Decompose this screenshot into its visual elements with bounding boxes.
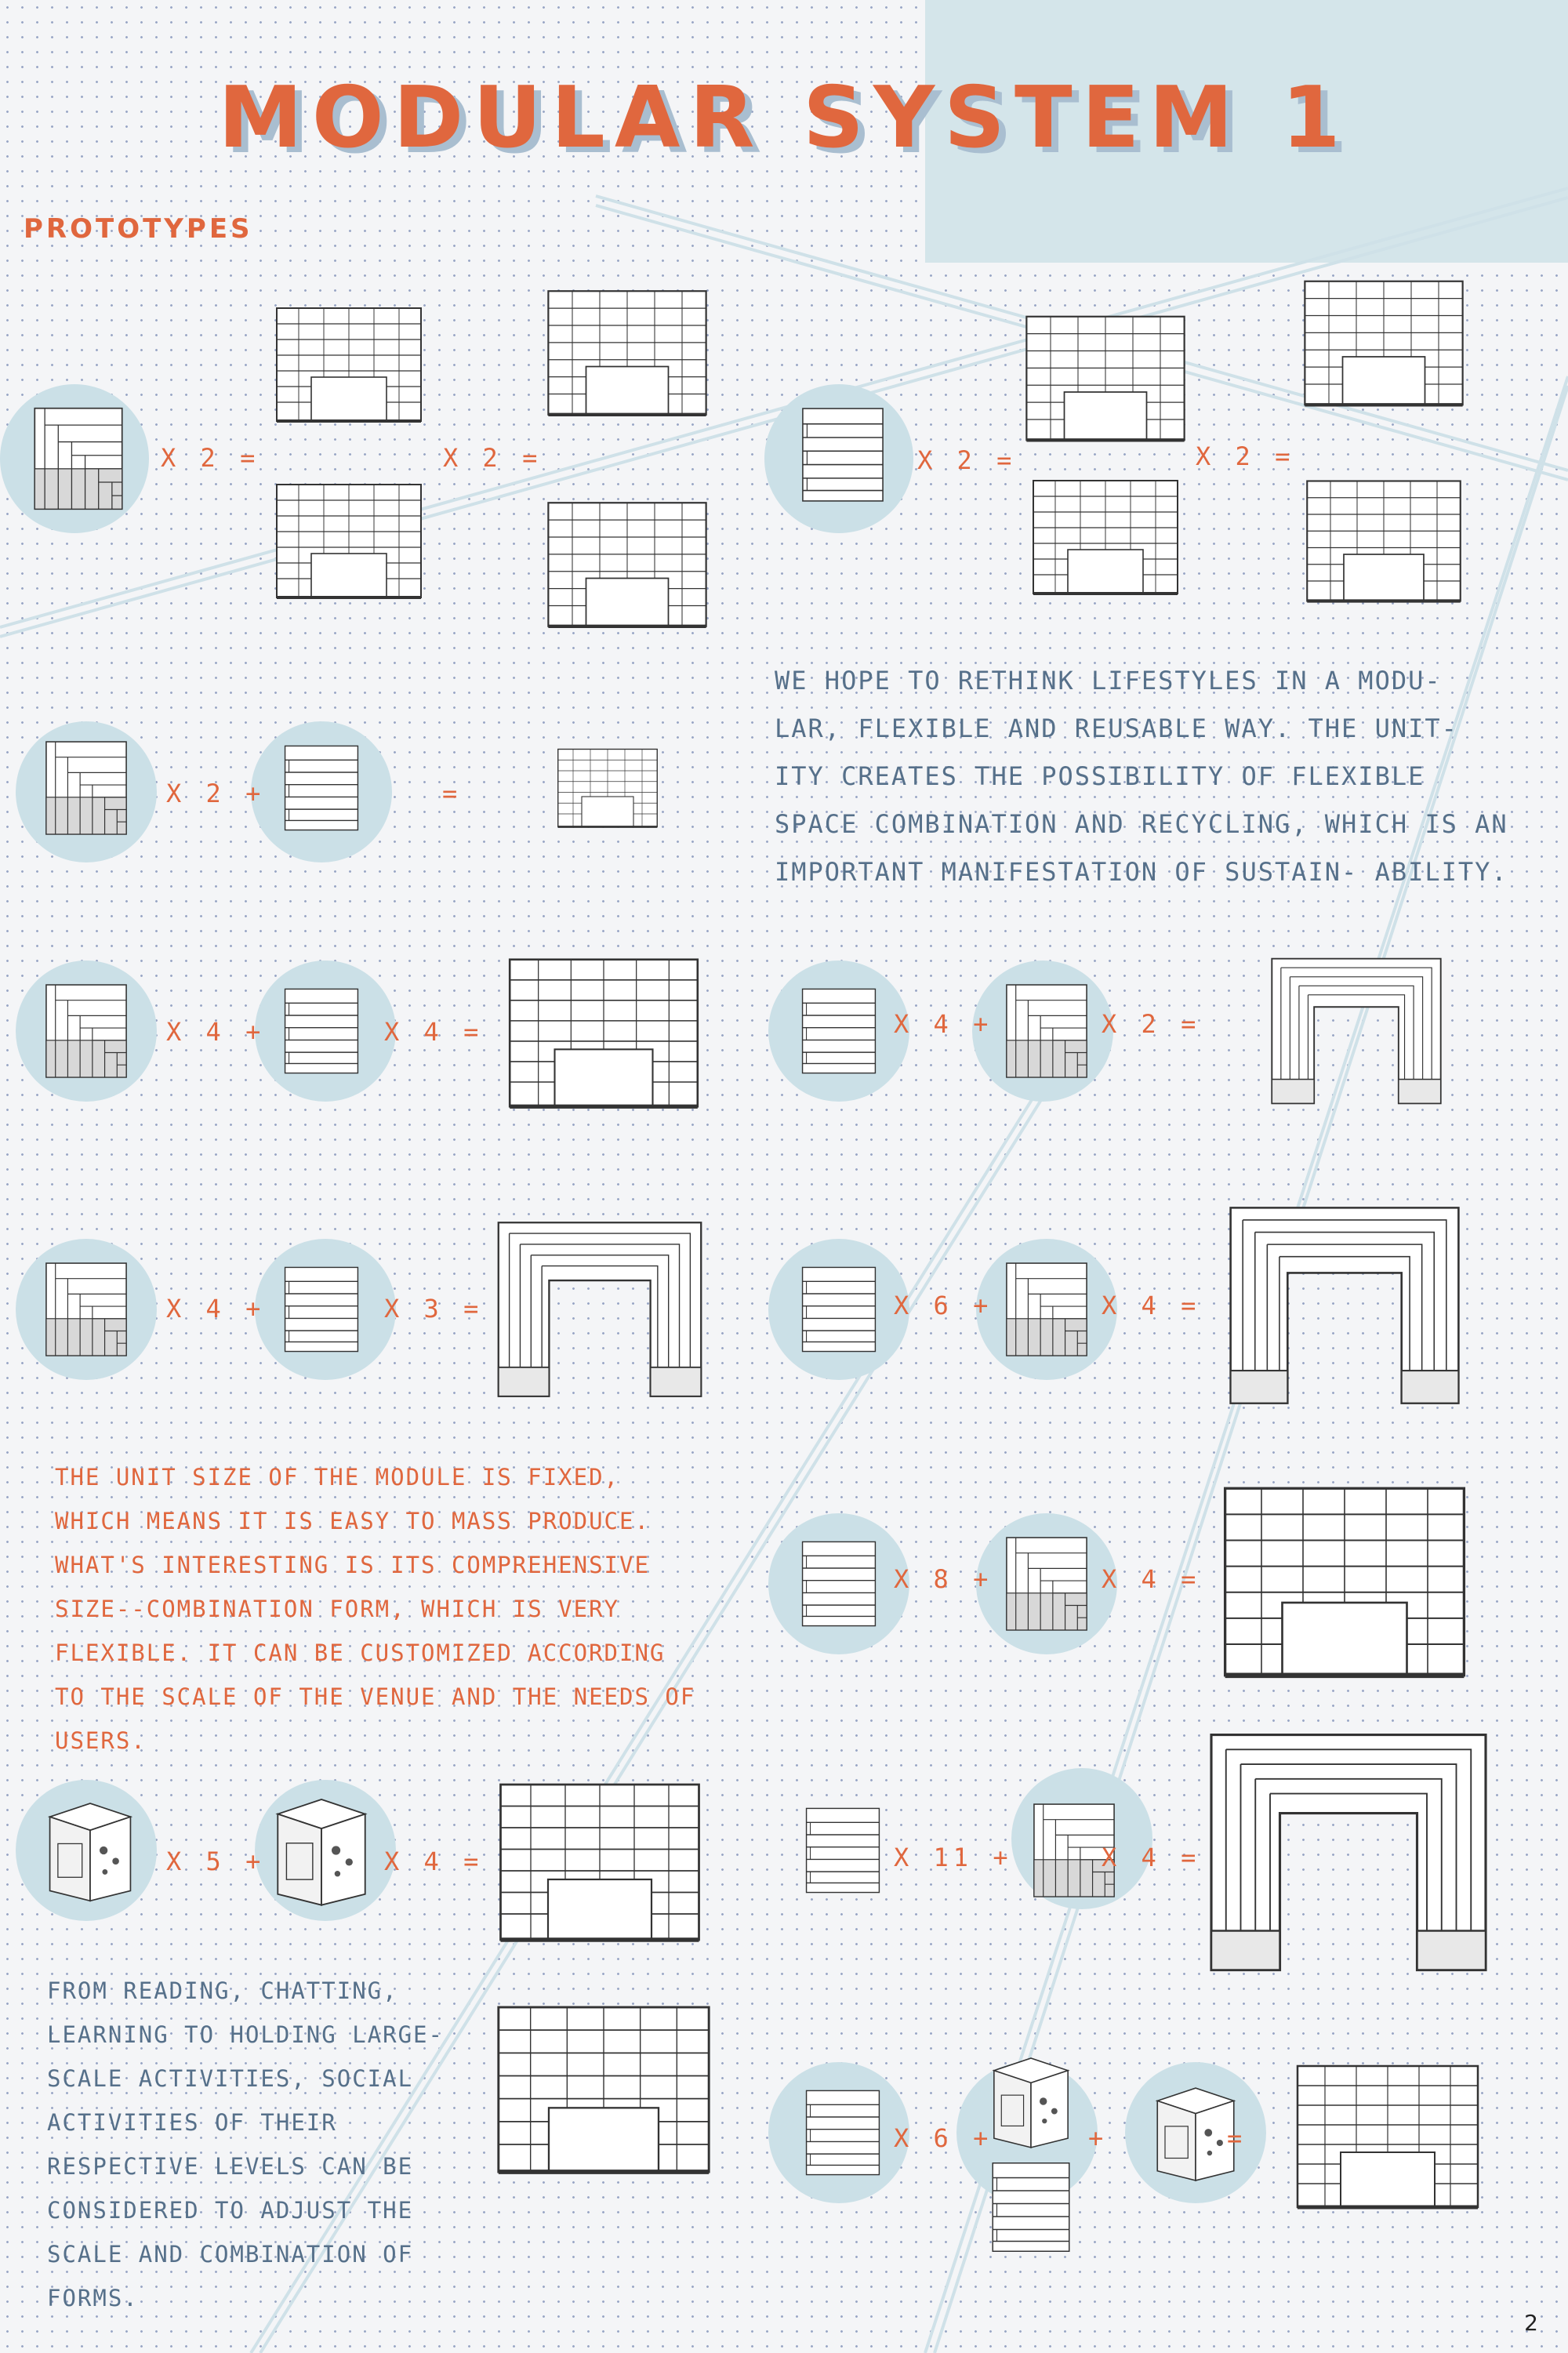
assembly-icon	[1301, 474, 1466, 608]
page-number: 2	[1524, 2310, 1538, 2336]
assembly-icon	[1211, 1478, 1478, 1686]
ushape-assembly-icon	[1211, 1200, 1478, 1411]
formula-label: X 2 =	[161, 443, 260, 473]
formula-label: =	[442, 779, 463, 808]
assembly-icon	[514, 745, 702, 831]
formula-label: X 11 +	[894, 1843, 1013, 1872]
stair-module-icon	[1004, 976, 1090, 1086]
formula-label: X 4 +	[166, 1017, 266, 1047]
assembly-icon	[545, 474, 710, 655]
formula-label: X 2 =	[1196, 441, 1295, 471]
formula-label: X 8 +	[894, 1564, 993, 1594]
formula-label: X 4 =	[1102, 1564, 1201, 1594]
assembly-icon	[1019, 474, 1192, 600]
activities-paragraph: FROM READING, CHATTING, LEARNING TO HOLDING LARGE-SCALE ACTIVITIES, SOCIAL ACTIVITIES OF THEIR RESPECTIVE LEVELS CAN BE CONSIDERED TO ADJUST THE SCALE AND COMBINATION OF FORMS.	[47, 1977, 444, 2311]
assembly-icon	[490, 1776, 710, 1948]
stair-module-icon	[1004, 1255, 1090, 1364]
section-label: PROTOTYPES	[24, 213, 253, 245]
stair-module-icon	[31, 400, 125, 517]
assembly-icon	[263, 302, 435, 427]
shelf-module-icon	[800, 1255, 878, 1364]
stair-module-icon	[43, 733, 129, 843]
formula-label: X 4 =	[384, 1017, 484, 1047]
cube-module-icon	[43, 1792, 137, 1909]
stair-module-icon	[43, 1255, 129, 1364]
shelf-module-icon	[282, 976, 361, 1086]
formula-label: X 2 +	[166, 779, 266, 808]
formula-label: X 4 +	[894, 1009, 993, 1039]
assembly-icon	[263, 478, 435, 604]
assembly-icon	[1301, 251, 1466, 435]
shelf-module-icon	[988, 2160, 1074, 2254]
shelf-module-icon	[800, 396, 886, 514]
formula-label: X 2 =	[917, 445, 1017, 475]
cube-module-icon	[988, 2050, 1074, 2152]
assembly-icon	[494, 1995, 713, 2184]
formula-label: X 5 +	[166, 1846, 266, 1876]
shelf-module-icon	[282, 1255, 361, 1364]
formula-label: X 4 =	[1102, 1291, 1201, 1320]
ushape-assembly-icon	[1184, 1725, 1513, 1980]
shelf-module-icon	[282, 733, 361, 843]
shelf-module-icon	[800, 1529, 878, 1639]
shelf-module-icon	[804, 1796, 882, 1905]
shelf-module-icon	[804, 2078, 882, 2188]
ushape-assembly-icon	[1211, 953, 1501, 1109]
formula-label: X 6 +	[894, 2123, 993, 2153]
formula-label: X 4 =	[1102, 1843, 1201, 1872]
formula-label: X 2 =	[443, 443, 543, 473]
page-title: MODULAR SYSTEM 1	[218, 69, 1350, 167]
formula-label: +	[1088, 2123, 1109, 2153]
stair-module-icon	[43, 976, 129, 1086]
assembly-icon	[506, 945, 702, 1121]
assembly-icon	[1274, 2058, 1501, 2215]
assembly-icon	[1019, 310, 1192, 447]
ushape-assembly-icon	[490, 1215, 710, 1403]
formula-label: X 4 =	[384, 1846, 484, 1876]
unit-size-paragraph: THE UNIT SIZE OF THE MODULE IS FIXED, WHICH MEANS IT IS EASY TO MASS PRODUCE. WHAT'S INTERESTING IS ITS COMPREHENSIVE SIZE--COMBINATION FORM, WHICH IS VERY FLEXIBLE. IT CAN BE CUSTOMIZED ACCORDING TO THE SCALE OF THE VENUE AND THE NEEDS OF USERS.	[55, 1464, 696, 1754]
formula-label: X 3 =	[384, 1294, 484, 1324]
formula-label: =	[1227, 2123, 1247, 2153]
assembly-icon	[545, 263, 710, 443]
formula-label: X 4 +	[166, 1294, 266, 1324]
formula-label: X 2 =	[1102, 1009, 1201, 1039]
cube-module-icon	[270, 1792, 372, 1909]
stair-module-icon	[1004, 1529, 1090, 1639]
shelf-module-icon	[800, 976, 878, 1086]
intro-paragraph: WE HOPE TO RETHINK LIFESTYLES IN A MODU- LAR, FLEXIBLE AND REUSABLE WAY. THE UNIT- ITY CREATES THE POSSIBILITY OF FLEXIBLE SPACE COMBINATION AND RECYCLING, WHICH IS AN IMPORTANT MANIFESTATION OF SUSTAIN- ABILITY.	[775, 666, 1508, 887]
formula-label: X 6 +	[894, 1291, 993, 1320]
